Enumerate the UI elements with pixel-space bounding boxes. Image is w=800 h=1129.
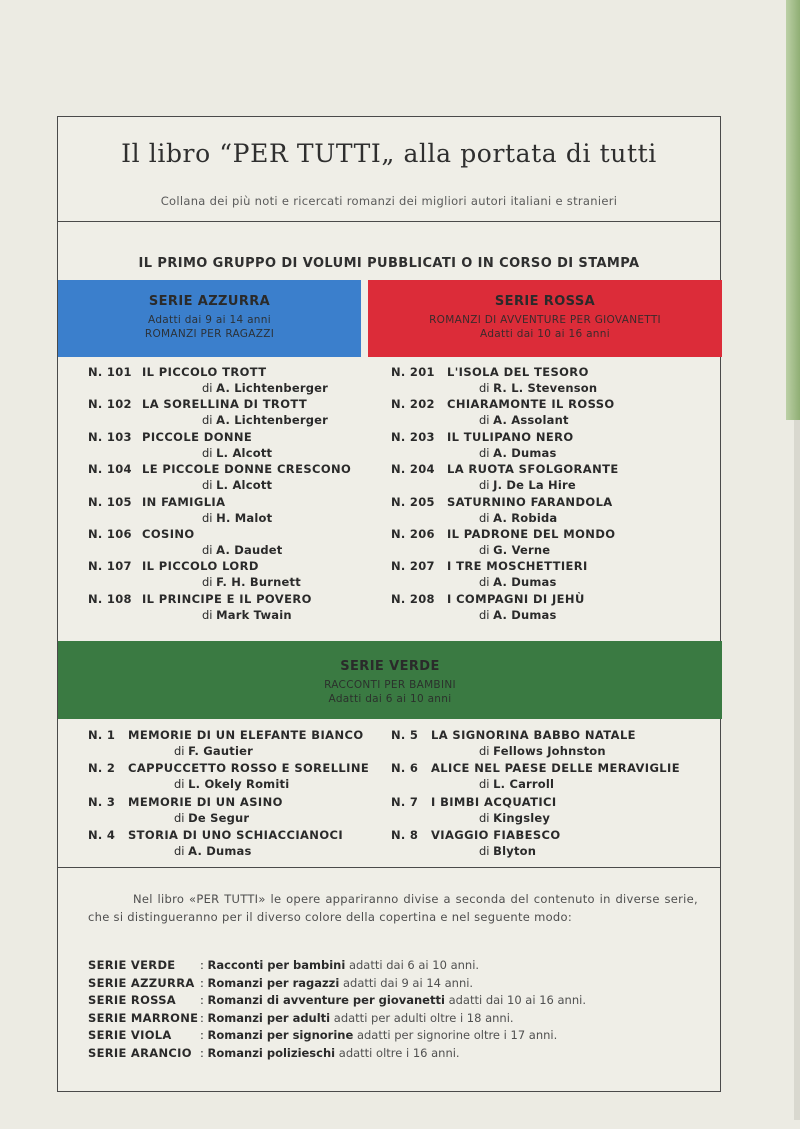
book-title: LA SIGNORINA BABBO NATALE — [431, 728, 636, 742]
book-author — [479, 777, 554, 791]
author-name: A. Lichtenberger — [216, 381, 329, 395]
book-spine-edge — [786, 0, 800, 420]
book-entry — [88, 527, 358, 559]
book-list-rossa — [391, 365, 711, 624]
book-title: IL TULIPANO NERO — [447, 429, 574, 444]
book-author — [202, 478, 272, 492]
banner-serie-azzurra — [58, 280, 361, 357]
author-name: F. Gautier — [188, 744, 253, 758]
author-prefix: di — [479, 413, 490, 428]
book-title: I COMPAGNI DI JEHÙ — [447, 591, 585, 606]
author-name: Kingsley — [493, 810, 551, 825]
legend-age-range: adatti dai 9 ai 14 anni. — [342, 975, 474, 990]
series-line: Adatti dai 10 ai 16 anni — [480, 328, 610, 340]
author-prefix: di — [202, 445, 213, 460]
series-line: Adatti dai 6 ai 10 anni — [328, 693, 452, 705]
banner-serie-verde — [58, 641, 722, 719]
book-number: N. 107 — [88, 559, 132, 574]
book-title: LE PICCOLE DONNE CRESCONO — [142, 462, 352, 477]
legend-series-name: SERIE ARANCIO — [88, 1045, 192, 1060]
legend-category: Romanzi di avventure per giovanetti — [207, 993, 445, 1008]
book-entry — [88, 365, 358, 397]
book-title: I TRE MOSCHETTIERI — [447, 559, 588, 574]
legend-row — [88, 1011, 708, 1029]
book-entry — [88, 795, 388, 828]
author-name: A. Dumas — [493, 607, 557, 622]
author-name: Fellows Johnston — [493, 744, 606, 758]
book-entry — [391, 592, 711, 624]
book-number: N. 205 — [391, 494, 435, 509]
book-author — [479, 478, 576, 492]
author-prefix: di — [202, 413, 213, 428]
legend-age-range: adatti dai 10 ai 16 anni. — [448, 993, 586, 1008]
author-prefix: di — [479, 510, 490, 525]
author-name: L. Alcott — [216, 445, 273, 460]
book-entry — [88, 462, 358, 494]
legend-description: : Romanzi per ragazzi adatti dai 9 ai 14 anni. — [200, 975, 474, 990]
legend-row — [88, 1028, 708, 1046]
book-entry — [391, 527, 711, 559]
book-number: N. 104 — [88, 462, 132, 477]
author-prefix: di — [202, 478, 213, 493]
book-author — [202, 575, 301, 589]
book-author — [479, 446, 557, 460]
book-entry — [88, 592, 358, 624]
page-subtitle: Collana dei più noti e ricercati romanzi dei migliori autori italiani e stranieri — [160, 194, 618, 208]
author-name: F. H. Burnett — [216, 575, 301, 590]
divider-top — [58, 221, 720, 222]
author-prefix: di — [479, 575, 490, 590]
author-prefix: di — [479, 844, 490, 859]
author-name: A. Dumas — [493, 445, 557, 460]
book-number: N. 204 — [391, 462, 435, 477]
book-author — [174, 844, 252, 858]
author-name: A. Robida — [493, 510, 558, 525]
book-author — [202, 511, 272, 525]
book-number: N. 1 — [88, 728, 116, 742]
author-name: Mark Twain — [216, 607, 292, 622]
legend-series-name: SERIE MARRONE — [88, 1010, 199, 1025]
author-name: De Segur — [188, 810, 250, 825]
book-spine-edge-lower — [794, 420, 800, 1120]
book-number: N. 5 — [391, 728, 419, 742]
book-title: COSINO — [142, 526, 195, 541]
book-entry — [391, 795, 711, 828]
book-author — [202, 608, 292, 622]
legend-series-name: SERIE AZZURRA — [88, 975, 195, 990]
author-prefix: di — [174, 810, 185, 825]
legend-category: Racconti per bambini — [207, 958, 346, 972]
series-name: SERIE VERDE — [340, 659, 440, 674]
book-entry — [391, 365, 711, 397]
book-title: LA RUOTA SFOLGORANTE — [447, 462, 619, 477]
legend-series-name: SERIE ROSSA — [88, 993, 177, 1008]
book-number: N. 207 — [391, 559, 435, 574]
author-prefix: di — [202, 542, 213, 557]
series-line: RACCONTI PER BAMBINI — [324, 679, 456, 691]
banner-serie-rossa — [368, 280, 722, 357]
book-list-verde-right — [391, 728, 711, 862]
author-prefix: di — [174, 777, 185, 792]
book-number: N. 7 — [391, 794, 419, 809]
book-title: MEMORIE DI UN ASINO — [128, 794, 283, 809]
legend-age-range: adatti per signorine oltre i 17 anni. — [356, 1028, 558, 1043]
author-prefix: di — [479, 810, 490, 825]
author-prefix: di — [202, 381, 213, 395]
book-entry — [391, 430, 711, 462]
book-number: N. 102 — [88, 397, 132, 412]
legend-row — [88, 993, 708, 1011]
book-title: IN FAMIGLIA — [142, 494, 226, 509]
book-entry — [391, 828, 711, 861]
book-number: N. 206 — [391, 526, 435, 541]
book-number: N. 106 — [88, 526, 132, 541]
book-entry — [88, 559, 358, 591]
book-author — [202, 413, 328, 427]
author-name: A. Assolant — [493, 413, 569, 428]
series-legend — [88, 958, 708, 1064]
author-name: Blyton — [493, 844, 537, 859]
book-title: PICCOLE DONNE — [142, 429, 253, 444]
author-name: A. Dumas — [493, 575, 557, 590]
series-line: Adatti dai 9 ai 14 anni — [148, 314, 271, 326]
legend-description: : Romanzi per adulti adatti per adulti oltre i 18 anni. — [200, 1010, 514, 1025]
book-entry — [391, 728, 711, 761]
book-entry — [391, 761, 711, 794]
book-list-verde-left — [88, 728, 388, 862]
author-prefix: di — [479, 777, 490, 792]
author-prefix: di — [174, 744, 185, 758]
book-author — [479, 575, 557, 589]
book-entry — [391, 559, 711, 591]
book-author — [174, 811, 249, 825]
book-title: L'ISOLA DEL TESORO — [447, 365, 589, 379]
legend-series-name: SERIE VIOLA — [88, 1028, 172, 1043]
book-title: IL PICCOLO TROTT — [142, 365, 267, 379]
book-author — [479, 413, 569, 427]
author-name: J. De La Hire — [493, 478, 576, 493]
author-prefix: di — [479, 744, 490, 758]
book-title: IL PRINCIPE E IL POVERO — [142, 591, 312, 606]
catalog-frame — [57, 116, 721, 1092]
legend-description: : Racconti per bambini adatti dai 6 ai 10 anni. — [200, 958, 480, 972]
book-title: MEMORIE DI UN ELEFANTE BIANCO — [128, 728, 364, 742]
author-name: L. Okely Romiti — [188, 777, 290, 792]
legend-category: Romanzi polizieschi — [207, 1045, 336, 1060]
book-title: ALICE NEL PAESE DELLE MERAVIGLIE — [431, 761, 680, 776]
author-prefix: di — [479, 542, 490, 557]
book-author — [479, 511, 557, 525]
author-name: L. Alcott — [216, 478, 273, 493]
book-entry — [88, 430, 358, 462]
book-author — [202, 381, 328, 395]
book-entry — [391, 462, 711, 494]
legend-row — [88, 976, 708, 994]
book-author — [479, 543, 550, 557]
book-title: CHIARAMONTE IL ROSSO — [447, 397, 615, 412]
book-number: N. 208 — [391, 591, 435, 606]
book-number: N. 6 — [391, 761, 419, 776]
book-number: N. 103 — [88, 429, 132, 444]
author-name: G. Verne — [493, 542, 551, 557]
author-prefix: di — [202, 607, 213, 622]
book-title: IL PADRONE DEL MONDO — [447, 526, 616, 541]
book-number: N. 201 — [391, 365, 435, 379]
book-title: IL PICCOLO LORD — [142, 559, 259, 574]
book-entry — [88, 728, 388, 761]
legend-description: : Romanzi per signorine adatti per signorine oltre i 17 anni. — [200, 1028, 558, 1043]
book-number: N. 4 — [88, 828, 116, 843]
legend-row — [88, 1046, 708, 1064]
page-title: Il libro “PER TUTTI„ alla portata di tutti — [121, 139, 657, 168]
book-number: N. 2 — [88, 761, 116, 776]
book-author — [202, 446, 272, 460]
book-entry — [88, 761, 388, 794]
book-entry — [88, 495, 358, 527]
series-note: Nel libro «PER TUTTI» le opere appariranno divise a seconda del contenuto in diverse serie, che si distingueranno per il diverso colore della copertina e nel seguente modo: — [88, 892, 698, 924]
book-title: STORIA DI UNO SCHIACCIANOCI — [128, 828, 344, 843]
book-number: N. 3 — [88, 794, 116, 809]
book-title: CAPPUCCETTO ROSSO E SORELLINE — [128, 761, 370, 776]
book-title: VIAGGIO FIABESCO — [431, 828, 561, 843]
legend-row — [88, 958, 708, 976]
book-title: I BIMBI ACQUATICI — [431, 794, 557, 809]
author-prefix: di — [479, 478, 490, 493]
series-line: ROMANZI PER RAGAZZI — [144, 328, 275, 340]
book-author — [479, 381, 597, 395]
author-name: H. Malot — [216, 510, 273, 525]
author-prefix: di — [202, 510, 213, 525]
book-title: LA SORELLINA DI TROTT — [142, 397, 308, 412]
legend-category: Romanzi per adulti — [207, 1010, 331, 1025]
legend-category: Romanzi per signorine — [207, 1028, 354, 1043]
book-author — [174, 744, 253, 758]
legend-age-range: adatti dai 6 ai 10 anni. — [348, 958, 480, 972]
author-prefix: di — [479, 607, 490, 622]
legend-age-range: adatti oltre i 16 anni. — [338, 1045, 460, 1060]
book-number: N. 202 — [391, 397, 435, 412]
book-author — [479, 811, 550, 825]
book-entry — [391, 397, 711, 429]
book-number: N. 108 — [88, 591, 132, 606]
legend-series-name: SERIE VERDE — [88, 958, 176, 972]
author-name: A. Daudet — [216, 542, 283, 557]
legend-description: : Romanzi polizieschi adatti oltre i 16 anni. — [200, 1045, 460, 1060]
author-prefix: di — [202, 575, 213, 590]
book-author — [479, 744, 606, 758]
legend-description: : Romanzi di avventure per giovanetti adatti dai 10 ai 16 anni. — [200, 993, 586, 1008]
legend-category: Romanzi per ragazzi — [207, 975, 340, 990]
book-author — [479, 844, 536, 858]
author-prefix: di — [479, 381, 490, 395]
author-name: A. Lichtenberger — [216, 413, 329, 428]
author-prefix: di — [479, 445, 490, 460]
book-entry — [88, 828, 388, 861]
book-number: N. 101 — [88, 365, 132, 379]
book-entry — [88, 397, 358, 429]
divider-bottom — [58, 867, 720, 868]
author-name: L. Carroll — [493, 777, 555, 792]
book-number: N. 105 — [88, 494, 132, 509]
book-number: N. 8 — [391, 828, 419, 843]
book-author — [174, 777, 289, 791]
series-name: SERIE ROSSA — [494, 294, 596, 309]
series-name: SERIE AZZURRA — [148, 294, 271, 309]
group-heading: IL PRIMO GRUPPO DI VOLUMI PUBBLICATI O IN CORSO DI STAMPA — [138, 256, 640, 271]
book-title: SATURNINO FARANDOLA — [447, 494, 613, 509]
author-name: A. Dumas — [188, 844, 252, 859]
author-name: R. L. Stevenson — [493, 381, 598, 395]
legend-age-range: adatti per adulti oltre i 18 anni. — [333, 1010, 514, 1025]
author-prefix: di — [174, 844, 185, 859]
series-line: ROMANZI DI AVVENTURE PER GIOVANETTI — [429, 314, 661, 326]
book-author — [479, 608, 557, 622]
book-entry — [391, 495, 711, 527]
book-number: N. 203 — [391, 429, 435, 444]
book-list-azzurra — [88, 365, 358, 624]
book-author — [202, 543, 282, 557]
